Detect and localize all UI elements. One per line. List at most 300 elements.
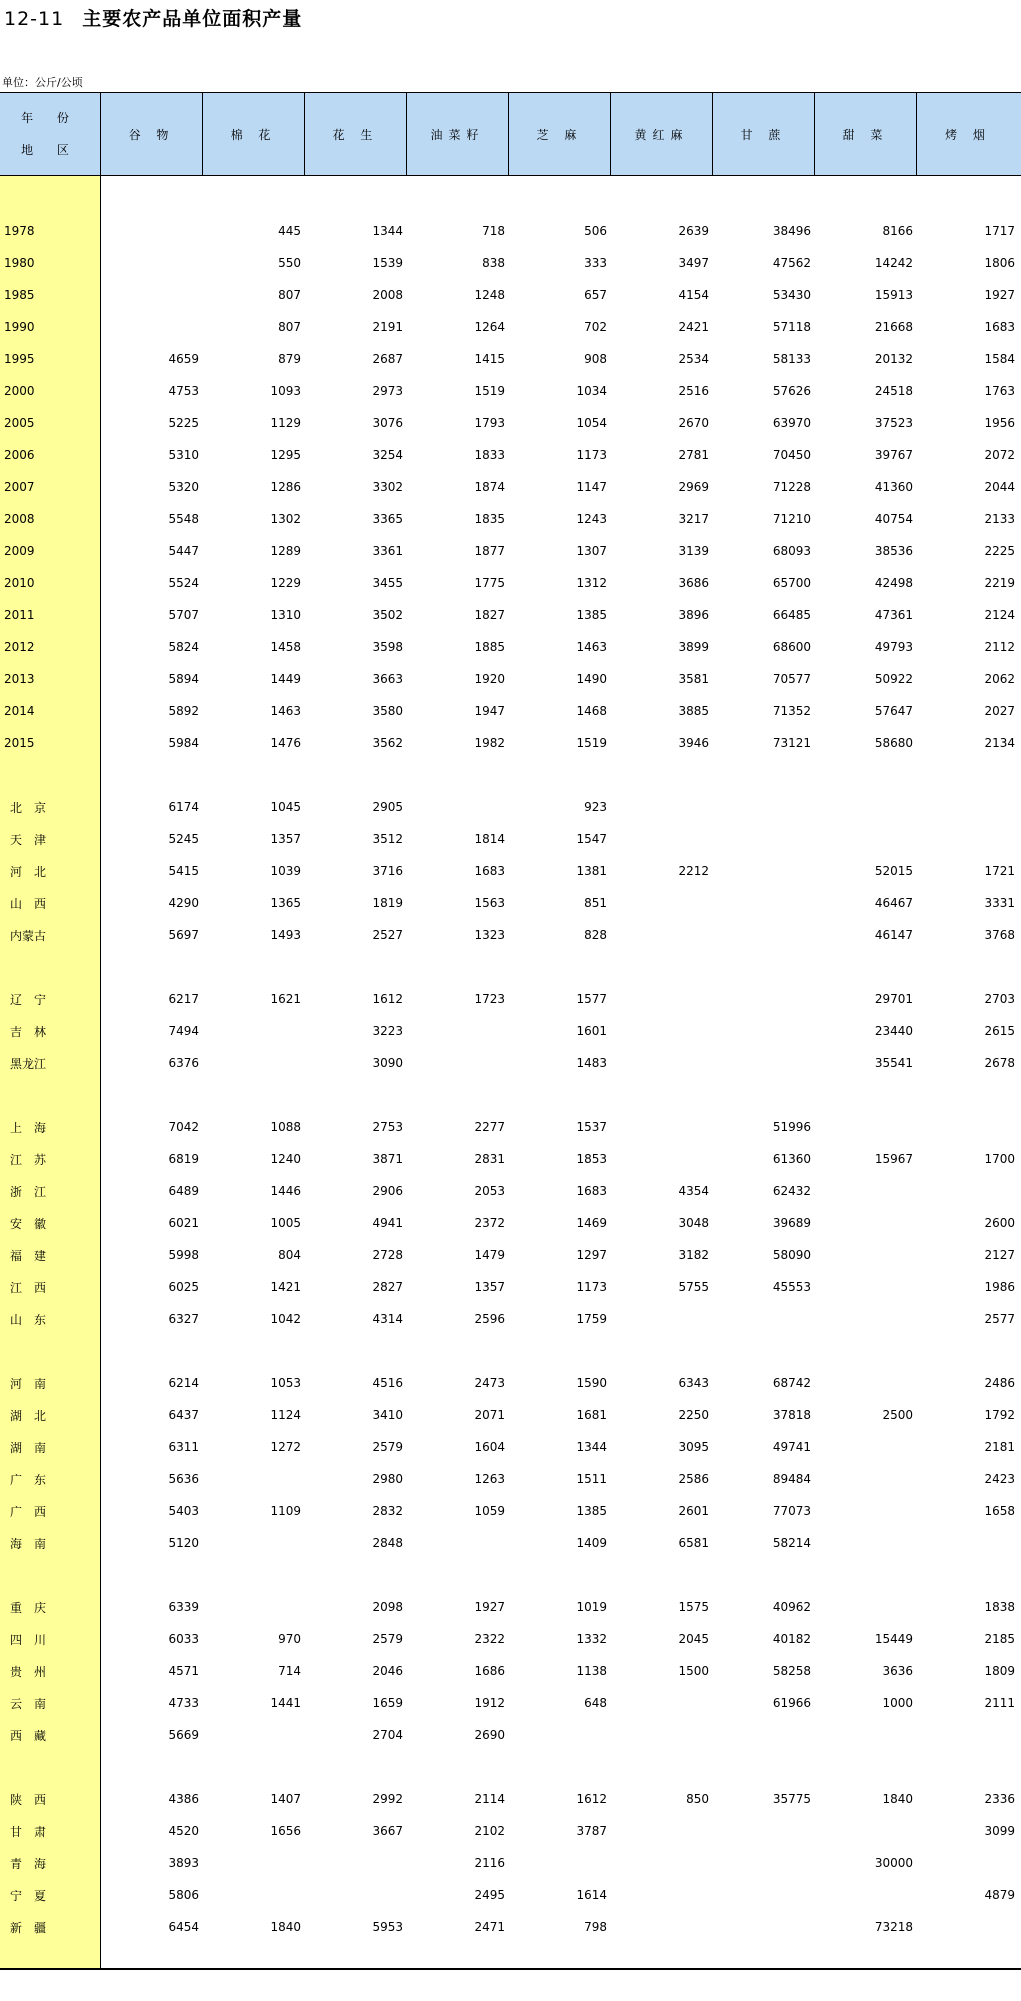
- row-label-region: 甘肃: [10, 1824, 59, 1839]
- table-cell: 2046: [372, 1664, 403, 1678]
- table-row: [0, 343, 1021, 375]
- table-cell: 2596: [474, 1312, 505, 1326]
- table-cell: 1759: [576, 1312, 607, 1326]
- table-cell: 70577: [772, 672, 811, 686]
- table-cell: 1409: [576, 1536, 607, 1550]
- table-cell: 1421: [270, 1280, 301, 1294]
- table-cell: 3497: [678, 256, 709, 270]
- table-row: [0, 1687, 1021, 1719]
- table-cell: 2586: [678, 1472, 709, 1486]
- row-label-year: 2014: [4, 704, 35, 718]
- table-cell: 1539: [372, 256, 403, 270]
- table-cell: 2322: [474, 1632, 505, 1646]
- table-cell: 5707: [168, 608, 199, 622]
- table-cell: 3139: [678, 544, 709, 558]
- table-cell: 1621: [270, 992, 301, 1006]
- table-cell: 3896: [678, 608, 709, 622]
- row-label-region: 江西: [10, 1280, 59, 1295]
- table-cell: 15449: [874, 1632, 913, 1646]
- table-cell: 1344: [576, 1440, 607, 1454]
- table-cell: 1721: [984, 864, 1015, 878]
- table-cell: 3598: [372, 640, 403, 654]
- table-cell: 1775: [474, 576, 505, 590]
- table-cell: 1601: [576, 1024, 607, 1038]
- table-cell: 3580: [372, 704, 403, 718]
- table-cell: 1332: [576, 1632, 607, 1646]
- table-cell: 1034: [576, 384, 607, 398]
- row-label-year: 2007: [4, 480, 35, 494]
- table-cell: 1681: [576, 1408, 607, 1422]
- table-row: [0, 1463, 1021, 1495]
- table-cell: 6376: [168, 1056, 199, 1070]
- table-cell: 2601: [678, 1504, 709, 1518]
- table-cell: 4941: [372, 1216, 403, 1230]
- table-cell: 1490: [576, 672, 607, 686]
- row-label-region: 山西: [10, 896, 59, 911]
- table-cell: 14242: [874, 256, 913, 270]
- row-label-year: 2006: [4, 448, 35, 462]
- table-cell: 2072: [984, 448, 1015, 462]
- table-cell: 1483: [576, 1056, 607, 1070]
- row-label-year: 2015: [4, 736, 35, 750]
- row-label-region: 贵州: [10, 1664, 59, 1679]
- table-cell: 66485: [772, 608, 811, 622]
- group-spacer: [0, 759, 1021, 791]
- table-row: [0, 1047, 1021, 1079]
- column-header: 棉 花: [203, 93, 305, 175]
- row-label-year: 2005: [4, 416, 35, 430]
- group-spacer: [0, 1079, 1021, 1111]
- column-header: 烤 烟: [945, 127, 991, 142]
- table-cell: 71210: [772, 512, 811, 526]
- table-cell: 3410: [372, 1408, 403, 1422]
- table-cell: 6025: [168, 1280, 199, 1294]
- table-cell: 550: [278, 256, 301, 270]
- table-cell: 37818: [772, 1408, 811, 1422]
- table-cell: 2516: [678, 384, 709, 398]
- table-cell: 24518: [874, 384, 913, 398]
- row-label-year: 2010: [4, 576, 35, 590]
- table-body: [0, 215, 1021, 1943]
- table-cell: 57118: [772, 320, 811, 334]
- row-label-region: 安徽: [10, 1216, 59, 1231]
- table-cell: 3302: [372, 480, 403, 494]
- table-cell: 2044: [984, 480, 1015, 494]
- table-cell: 2071: [474, 1408, 505, 1422]
- table-cell: 1853: [576, 1152, 607, 1166]
- table-cell: 1659: [372, 1696, 403, 1710]
- table-cell: 3768: [984, 928, 1015, 942]
- table-row: [0, 1655, 1021, 1687]
- table-cell: 51996: [772, 1120, 811, 1134]
- table-row: [0, 1719, 1021, 1751]
- table-cell: 2336: [984, 1792, 1015, 1806]
- table-cell: 851: [584, 896, 607, 910]
- table-cell: 3182: [678, 1248, 709, 1262]
- column-header: 黄红麻: [611, 93, 713, 175]
- table-cell: 3048: [678, 1216, 709, 1230]
- table-cell: 2832: [372, 1504, 403, 1518]
- table-cell: 5524: [168, 576, 199, 590]
- table-cell: 2831: [474, 1152, 505, 1166]
- table-cell: 1590: [576, 1376, 607, 1390]
- table-cell: 1612: [576, 1792, 607, 1806]
- table-cell: 1138: [576, 1664, 607, 1678]
- row-label-region: 重庆: [10, 1600, 59, 1615]
- table-cell: 1323: [474, 928, 505, 942]
- table-row: [0, 1783, 1021, 1815]
- table-cell: 1683: [576, 1184, 607, 1198]
- table-cell: 2471: [474, 1920, 505, 1934]
- table-cell: 4386: [168, 1792, 199, 1806]
- table-cell: 2690: [474, 1728, 505, 1742]
- table-cell: 3562: [372, 736, 403, 750]
- table-cell: 1700: [984, 1152, 1015, 1166]
- table-cell: 2116: [474, 1856, 505, 1870]
- table-row: [0, 663, 1021, 695]
- table-cell: 3254: [372, 448, 403, 462]
- table-cell: 1302: [270, 512, 301, 526]
- table-row: [0, 1847, 1021, 1879]
- table-cell: 30000: [874, 1856, 913, 1870]
- table-row: [0, 471, 1021, 503]
- row-label-region: 西藏: [10, 1728, 59, 1743]
- table-cell: 3099: [984, 1824, 1015, 1838]
- table-cell: 1577: [576, 992, 607, 1006]
- table-cell: 5998: [168, 1248, 199, 1262]
- table-cell: 3787: [576, 1824, 607, 1838]
- table-cell: 1874: [474, 480, 505, 494]
- group-spacer: [0, 1335, 1021, 1367]
- table-cell: 1792: [984, 1408, 1015, 1422]
- table-cell: 1059: [474, 1504, 505, 1518]
- table-cell: 4314: [372, 1312, 403, 1326]
- table-cell: 1093: [270, 384, 301, 398]
- table-cell: 3663: [372, 672, 403, 686]
- table-cell: 3893: [168, 1856, 199, 1870]
- group-spacer: [0, 1559, 1021, 1591]
- table-cell: 4354: [678, 1184, 709, 1198]
- table-cell: 1263: [474, 1472, 505, 1486]
- stub-header: [0, 93, 101, 175]
- row-label-region: 海南: [10, 1536, 59, 1551]
- table-cell: 58258: [772, 1664, 811, 1678]
- table-cell: 5415: [168, 864, 199, 878]
- table-cell: 2703: [984, 992, 1015, 1006]
- table-cell: 1458: [270, 640, 301, 654]
- table-cell: 3090: [372, 1056, 403, 1070]
- table-cell: 3331: [984, 896, 1015, 910]
- table-cell: 1809: [984, 1664, 1015, 1678]
- table-cell: 2114: [474, 1792, 505, 1806]
- table-cell: 46467: [874, 896, 913, 910]
- table-cell: 4879: [984, 1888, 1015, 1902]
- table-cell: 1885: [474, 640, 505, 654]
- table-cell: 1357: [474, 1280, 505, 1294]
- table-cell: 2212: [678, 864, 709, 878]
- table-row: [0, 599, 1021, 631]
- table-cell: 838: [482, 256, 505, 270]
- table-row: [0, 983, 1021, 1015]
- table-cell: 1840: [270, 1920, 301, 1934]
- table-row: [0, 1815, 1021, 1847]
- row-label-region: 广东: [10, 1472, 59, 1487]
- table-cell: 58133: [772, 352, 811, 366]
- table-cell: 3223: [372, 1024, 403, 1038]
- table-cell: 1385: [576, 608, 607, 622]
- table-cell: 6454: [168, 1920, 199, 1934]
- table-cell: 68742: [772, 1376, 811, 1390]
- table-row: [0, 727, 1021, 759]
- table-cell: 2527: [372, 928, 403, 942]
- table-cell: 38496: [772, 224, 811, 238]
- table-cell: 5892: [168, 704, 199, 718]
- table-row: [0, 503, 1021, 535]
- table-cell: 3871: [372, 1152, 403, 1166]
- table-cell: 5310: [168, 448, 199, 462]
- column-header: 油菜籽: [407, 93, 509, 175]
- table-cell: 702: [584, 320, 607, 334]
- group-spacer: [0, 951, 1021, 983]
- table-cell: 1500: [678, 1664, 709, 1678]
- row-label-year: 1980: [4, 256, 35, 270]
- table-cell: 3686: [678, 576, 709, 590]
- table-cell: 1045: [270, 800, 301, 814]
- table-cell: 7042: [168, 1120, 199, 1134]
- table-row: [0, 1143, 1021, 1175]
- table-cell: 4154: [678, 288, 709, 302]
- column-header: 花 生: [305, 93, 407, 175]
- table-cell: 1124: [270, 1408, 301, 1422]
- table-cell: 1129: [270, 416, 301, 430]
- table-cell: 5636: [168, 1472, 199, 1486]
- table-cell: 3455: [372, 576, 403, 590]
- table-cell: 2827: [372, 1280, 403, 1294]
- table-row: [0, 1911, 1021, 1943]
- table-cell: 1173: [576, 1280, 607, 1294]
- table-row: [0, 1239, 1021, 1271]
- row-label-region: 广西: [10, 1504, 59, 1519]
- table-cell: 2219: [984, 576, 1015, 590]
- row-label-year: 2013: [4, 672, 35, 686]
- unit-label: 单位：公斤/公顷: [2, 76, 83, 89]
- row-label-region: 四川: [10, 1632, 59, 1647]
- row-label-year: 1995: [4, 352, 35, 366]
- table-cell: 20132: [874, 352, 913, 366]
- table-cell: 1344: [372, 224, 403, 238]
- row-label-region: 湖北: [10, 1408, 59, 1423]
- table-cell: 4753: [168, 384, 199, 398]
- row-label-region: 福建: [10, 1248, 59, 1263]
- table-cell: 73218: [874, 1920, 913, 1934]
- table-cell: 2848: [372, 1536, 403, 1550]
- table-cell: 4290: [168, 896, 199, 910]
- table-cell: 35775: [772, 1792, 811, 1806]
- table-cell: 1286: [270, 480, 301, 494]
- row-label-region: 河南: [10, 1376, 59, 1391]
- table-cell: 5953: [372, 1920, 403, 1934]
- row-label-region: 浙江: [10, 1184, 59, 1199]
- table-cell: 2600: [984, 1216, 1015, 1230]
- table-cell: 3502: [372, 608, 403, 622]
- table-cell: 68600: [772, 640, 811, 654]
- table-cell: 4571: [168, 1664, 199, 1678]
- row-label-region: 河北: [10, 864, 59, 879]
- table-cell: 1297: [576, 1248, 607, 1262]
- column-header: 芝 麻: [509, 93, 611, 175]
- table-cell: 1042: [270, 1312, 301, 1326]
- row-label-region: 内蒙古: [10, 928, 47, 943]
- table-header: [0, 93, 1021, 176]
- table-cell: 1614: [576, 1888, 607, 1902]
- table-cell: 2905: [372, 800, 403, 814]
- table-cell: 1982: [474, 736, 505, 750]
- table-cell: 2062: [984, 672, 1015, 686]
- table-cell: 1407: [270, 1792, 301, 1806]
- table-cell: 6217: [168, 992, 199, 1006]
- table-cell: 2980: [372, 1472, 403, 1486]
- table-cell: 39689: [772, 1216, 811, 1230]
- table-cell: 1519: [474, 384, 505, 398]
- table-cell: 1763: [984, 384, 1015, 398]
- table-cell: 2704: [372, 1728, 403, 1742]
- table-row: [0, 407, 1021, 439]
- table-cell: 1814: [474, 832, 505, 846]
- table-cell: 3716: [372, 864, 403, 878]
- row-label-year: 2012: [4, 640, 35, 654]
- table-cell: 2372: [474, 1216, 505, 1230]
- table-cell: 1005: [270, 1216, 301, 1230]
- table-cell: 2534: [678, 352, 709, 366]
- table-cell: 3667: [372, 1824, 403, 1838]
- table-cell: 5669: [168, 1728, 199, 1742]
- table-cell: 1656: [270, 1824, 301, 1838]
- stub-header-region: 地 区: [21, 143, 79, 157]
- table-cell: 2111: [984, 1696, 1015, 1710]
- table-cell: 1240: [270, 1152, 301, 1166]
- row-label-year: 2009: [4, 544, 35, 558]
- table-cell: 57626: [772, 384, 811, 398]
- table-cell: 49741: [772, 1440, 811, 1454]
- table-cell: 21668: [874, 320, 913, 334]
- table-cell: 2579: [372, 1440, 403, 1454]
- table-cell: 5403: [168, 1504, 199, 1518]
- table-cell: 804: [278, 1248, 301, 1262]
- table-cell: 5548: [168, 512, 199, 526]
- table-row: [0, 311, 1021, 343]
- table-cell: 1243: [576, 512, 607, 526]
- table-cell: 6174: [168, 800, 199, 814]
- table-cell: 1723: [474, 992, 505, 1006]
- table-cell: 1310: [270, 608, 301, 622]
- table-cell: 807: [278, 288, 301, 302]
- table-cell: 7494: [168, 1024, 199, 1038]
- table-cell: 2124: [984, 608, 1015, 622]
- table-cell: 2008: [372, 288, 403, 302]
- row-label-region: 陕西: [10, 1792, 59, 1807]
- table-row: [0, 1399, 1021, 1431]
- table-cell: 2250: [678, 1408, 709, 1422]
- table-cell: 1039: [270, 864, 301, 878]
- table-cell: 6214: [168, 1376, 199, 1390]
- table-cell: 68093: [772, 544, 811, 558]
- table-cell: 5245: [168, 832, 199, 846]
- table-cell: 1173: [576, 448, 607, 462]
- table-row: [0, 631, 1021, 663]
- table-cell: 1927: [474, 1600, 505, 1614]
- table-cell: 2728: [372, 1248, 403, 1262]
- table-cell: 1019: [576, 1600, 607, 1614]
- table-cell: 3217: [678, 512, 709, 526]
- table-cell: 2615: [984, 1024, 1015, 1038]
- row-label-region: 黑龙江: [10, 1056, 47, 1071]
- table-cell: 15913: [874, 288, 913, 302]
- table-cell: 1683: [984, 320, 1015, 334]
- row-label-region: 吉林: [10, 1024, 59, 1039]
- table-cell: 1415: [474, 352, 505, 366]
- table-cell: 1248: [474, 288, 505, 302]
- table-cell: 2277: [474, 1120, 505, 1134]
- table-row: [0, 695, 1021, 727]
- table-cell: 1229: [270, 576, 301, 590]
- table-cell: 923: [584, 800, 607, 814]
- table-cell: 1449: [270, 672, 301, 686]
- table-row: [0, 1879, 1021, 1911]
- row-label-region: 新疆: [10, 1920, 59, 1935]
- table-row: [0, 855, 1021, 887]
- table-cell: 2191: [372, 320, 403, 334]
- row-label-year: 2008: [4, 512, 35, 526]
- table-cell: 6327: [168, 1312, 199, 1326]
- table-cell: 3095: [678, 1440, 709, 1454]
- table-cell: 445: [278, 224, 301, 238]
- table-row: [0, 791, 1021, 823]
- table-cell: 6033: [168, 1632, 199, 1646]
- table-cell: 2181: [984, 1440, 1015, 1454]
- table-cell: 4733: [168, 1696, 199, 1710]
- table-cell: 2973: [372, 384, 403, 398]
- row-label-region: 山东: [10, 1312, 59, 1327]
- table-cell: 58680: [874, 736, 913, 750]
- table-cell: 2577: [984, 1312, 1015, 1326]
- table-cell: 2423: [984, 1472, 1015, 1486]
- table-cell: 2102: [474, 1824, 505, 1838]
- table-number: 12-11: [4, 8, 65, 30]
- table-cell: 1053: [270, 1376, 301, 1390]
- table-cell: 1385: [576, 1504, 607, 1518]
- table-cell: 15967: [874, 1152, 913, 1166]
- table-cell: 1604: [474, 1440, 505, 1454]
- table-cell: 40754: [874, 512, 913, 526]
- table-cell: 1835: [474, 512, 505, 526]
- table-cell: 39767: [874, 448, 913, 462]
- table-row: [0, 567, 1021, 599]
- table-cell: 41360: [874, 480, 913, 494]
- table-cell: 1819: [372, 896, 403, 910]
- table-cell: 1446: [270, 1184, 301, 1198]
- table-cell: 1264: [474, 320, 505, 334]
- row-label-region: 上海: [10, 1120, 59, 1135]
- table-cell: 4659: [168, 352, 199, 366]
- column-header: 甜 菜: [815, 93, 917, 175]
- row-label-year: 1990: [4, 320, 35, 334]
- column-header: 谷 物: [101, 93, 203, 175]
- table-title: [4, 4, 302, 31]
- table-cell: 333: [584, 256, 607, 270]
- table-cell: 1463: [270, 704, 301, 718]
- row-label-region: 江苏: [10, 1152, 59, 1167]
- table-cell: 1686: [474, 1664, 505, 1678]
